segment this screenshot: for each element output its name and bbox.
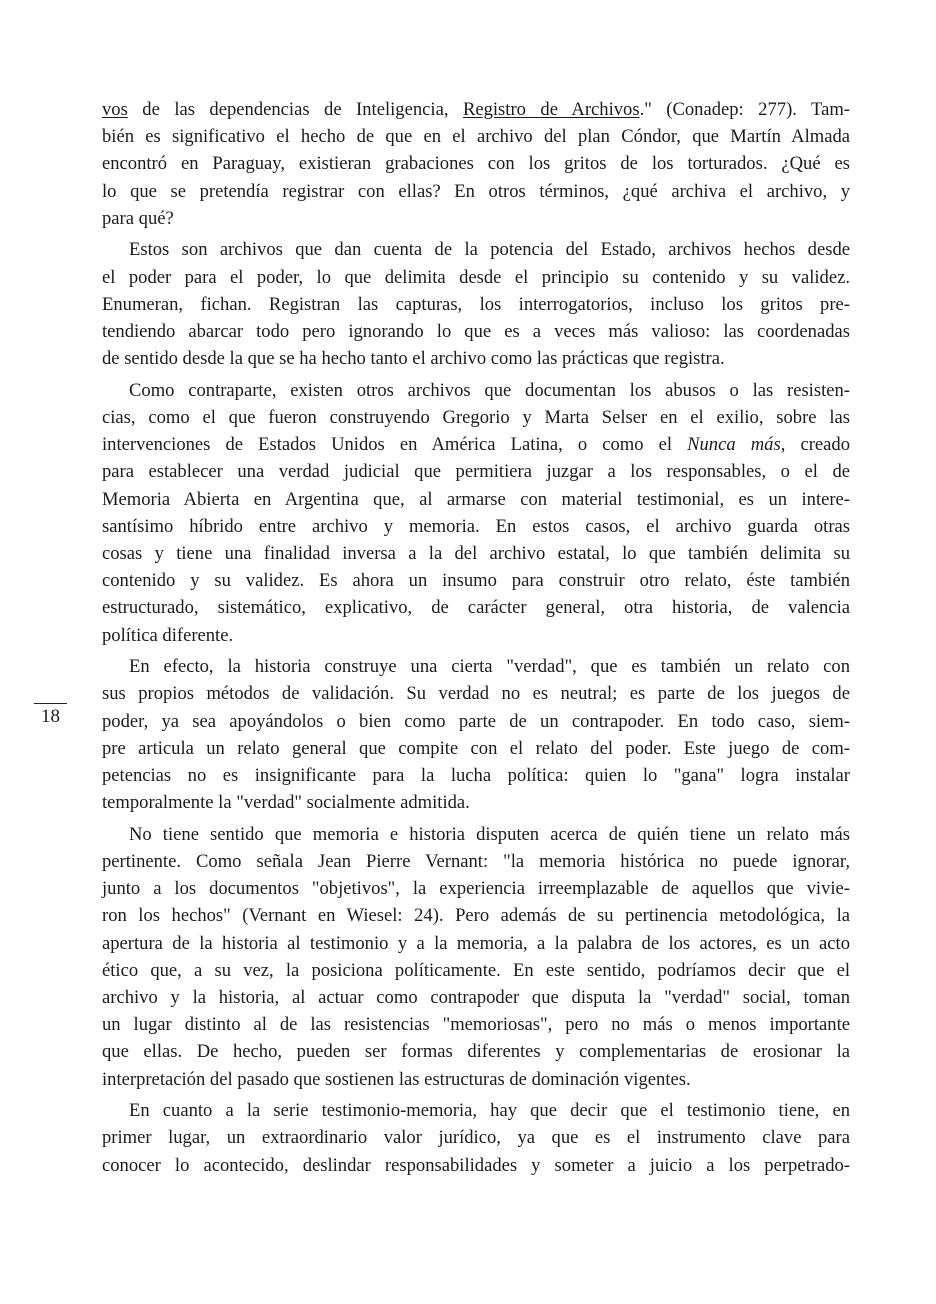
page-number-rule <box>34 703 67 704</box>
text-segment: sus propios métodos de validación. Su verdad no es neutral; es parte de los juegos de <box>102 683 850 705</box>
text-line <box>102 680 850 707</box>
text-segment: petencias no es insignificante para la lucha política: quien lo "gana" logra instalar <box>102 765 850 786</box>
text-line <box>102 178 850 205</box>
text-line <box>102 902 850 929</box>
text-segment: encontró en Paraguay, existieran grabaciones con los gritos de los torturados. ¿Qué es <box>102 153 850 175</box>
text-segment: política diferente. <box>102 624 234 646</box>
text-segment: santísimo híbrido entre archivo y memoria. En estos casos, el archivo guarda otras <box>102 515 850 537</box>
text-segment: No tiene sentido que memoria e historia disputen acerca de quién tiene un relato más <box>129 823 850 845</box>
paragraph <box>102 236 850 372</box>
text-segment: primer lugar, un extraordinario valor jurídico, ya que es el instrumento clave para <box>102 1127 850 1149</box>
text-segment: pre articula un relato general que compite con el relato del poder. Este juego de com- <box>102 737 850 759</box>
text-line <box>102 1152 850 1179</box>
text-line <box>102 1124 850 1151</box>
text-line <box>102 984 850 1011</box>
text-line <box>102 236 850 263</box>
text-line <box>102 622 850 649</box>
paragraph <box>102 1097 850 1179</box>
paragraph <box>102 653 850 816</box>
text-line <box>102 735 850 762</box>
text-segment: poder, ya sea apoyándolos o bien como parte de un contrapoder. En todo caso, siem- <box>102 710 850 732</box>
text-line <box>102 957 850 984</box>
text-line <box>102 205 850 232</box>
text-segment: estructurado, sistemático, explicativo, de carácter general, otra historia, de valencia <box>102 597 850 619</box>
text-segment: creado <box>785 434 850 456</box>
text-line <box>102 150 850 177</box>
text-line <box>102 848 850 875</box>
text-segment: que ellas. De hecho, pueden ser formas diferentes y complementarias de erosionar la <box>102 1041 850 1063</box>
text-line <box>102 567 850 594</box>
text-segment: ron los hechos" (Vernant en Wiesel: 24). Pero además de su pertinencia metodológica, la <box>102 905 850 927</box>
underlined-text: Registro de Archivos <box>462 99 640 120</box>
paragraph <box>102 821 850 1093</box>
text-line <box>102 264 850 291</box>
text-segment: un lugar distinto al de las resistencias "memoriosas", pero no más o menos importante <box>102 1014 850 1036</box>
text-line <box>102 1097 850 1124</box>
text-line <box>102 123 850 150</box>
text-segment: temporalmente la "verdad" socialmente admitida. <box>102 792 470 814</box>
text-segment: cosas y tiene una finalidad inversa a la del archivo estatal, lo que también delimita su <box>102 543 850 564</box>
text-segment: archivo y la historia, al actuar como contrapoder que disputa la "verdad" social, toman <box>102 987 850 1008</box>
text-segment: para qué? <box>102 207 174 229</box>
text-segment: pertinente. Como señala Jean Pierre Vernant: "la memoria histórica no puede ignorar, <box>102 851 850 873</box>
text-segment: intervenciones de Estados Unidos en América Latina, o como el <box>102 434 688 456</box>
text-line <box>102 291 850 318</box>
text-segment: el poder para el poder, lo que delimita desde el principio su contenido y su validez. <box>102 266 850 288</box>
text-segment: Enumeran, fichan. Registran las capturas, los interrogatorios, incluso los gritos pre- <box>102 293 850 315</box>
text-segment: Como contraparte, existen otros archivos que documentan los abusos o las resisten- <box>129 379 850 401</box>
text-line <box>102 404 850 431</box>
text-line <box>102 708 850 735</box>
text-segment: contenido y su validez. Es ahora un insumo para construir otro relato, éste también <box>102 570 850 592</box>
text-segment: de las dependencias de Inteligencia, <box>127 99 463 120</box>
text-segment: Estos son archivos que dan cuenta de la potencia del Estado, archivos hechos desde <box>129 239 850 261</box>
text-segment: interpretación del pasado que sostienen las estructuras de dominación vigentes. <box>102 1068 691 1090</box>
text-line <box>102 1066 850 1093</box>
text-segment: tendiendo abarcar todo pero ignorando lo que es a veces más valioso: las coordenadas <box>102 321 850 342</box>
text-line <box>102 540 850 567</box>
paragraph <box>102 377 850 649</box>
text-line <box>102 96 850 123</box>
text-line <box>102 1038 850 1065</box>
body-text <box>102 96 850 1179</box>
text-segment: bién es significativo el hecho de que en el archivo del plan Cóndor, que Martín Almada <box>102 126 850 148</box>
underlined-text: vos <box>102 99 128 120</box>
text-segment: junto a los documentos "objetivos", la experiencia irreemplazable de aquellos que vivie- <box>102 878 850 900</box>
text-line <box>102 594 850 621</box>
text-segment: Memoria Abierta en Argentina que, al armarse con material testimonial, es un intere- <box>102 488 850 510</box>
text-line <box>102 345 850 372</box>
paragraph <box>102 96 850 232</box>
text-line <box>102 318 850 345</box>
italic-text: Nunca más, <box>687 434 786 456</box>
text-segment: apertura de la historia al testimonio y a la memoria, a la palabra de los actores, es un acto <box>102 932 850 954</box>
text-line <box>102 875 850 902</box>
text-segment: conocer lo acontecido, deslindar responsabilidades y someter a juicio a los perpetrado- <box>102 1154 850 1176</box>
text-line <box>102 458 850 485</box>
text-segment: cias, como el que fueron construyendo Gregorio y Marta Selser en el exilio, sobre las <box>102 407 850 429</box>
text-line <box>102 377 850 404</box>
text-line <box>102 486 850 513</box>
text-line <box>102 930 850 957</box>
text-segment: para establecer una verdad judicial que permitiera juzgar a los responsables, o el de <box>102 461 850 483</box>
text-line <box>102 513 850 540</box>
text-segment: ." (Conadep: 277). Tam- <box>639 99 851 120</box>
text-line <box>102 431 850 458</box>
text-line <box>102 1011 850 1038</box>
text-line <box>102 762 850 789</box>
page-number: 18 <box>41 706 60 727</box>
text-line <box>102 789 850 816</box>
text-segment: En efecto, la historia construye una cierta "verdad", que es también un relato con <box>129 656 850 678</box>
text-line <box>102 653 850 680</box>
text-segment: lo que se pretendía registrar con ellas? En otros términos, ¿qué archiva el archivo, y <box>102 180 850 202</box>
text-segment: de sentido desde la que se ha hecho tanto el archivo como las prácticas que registra. <box>102 348 725 370</box>
text-segment: ético que, a su vez, la posiciona políticamente. En este sentido, podríamos decir que el <box>102 959 850 981</box>
text-segment: En cuanto a la serie testimonio-memoria, hay que decir que el testimonio tiene, en <box>129 1100 850 1122</box>
text-line <box>102 821 850 848</box>
